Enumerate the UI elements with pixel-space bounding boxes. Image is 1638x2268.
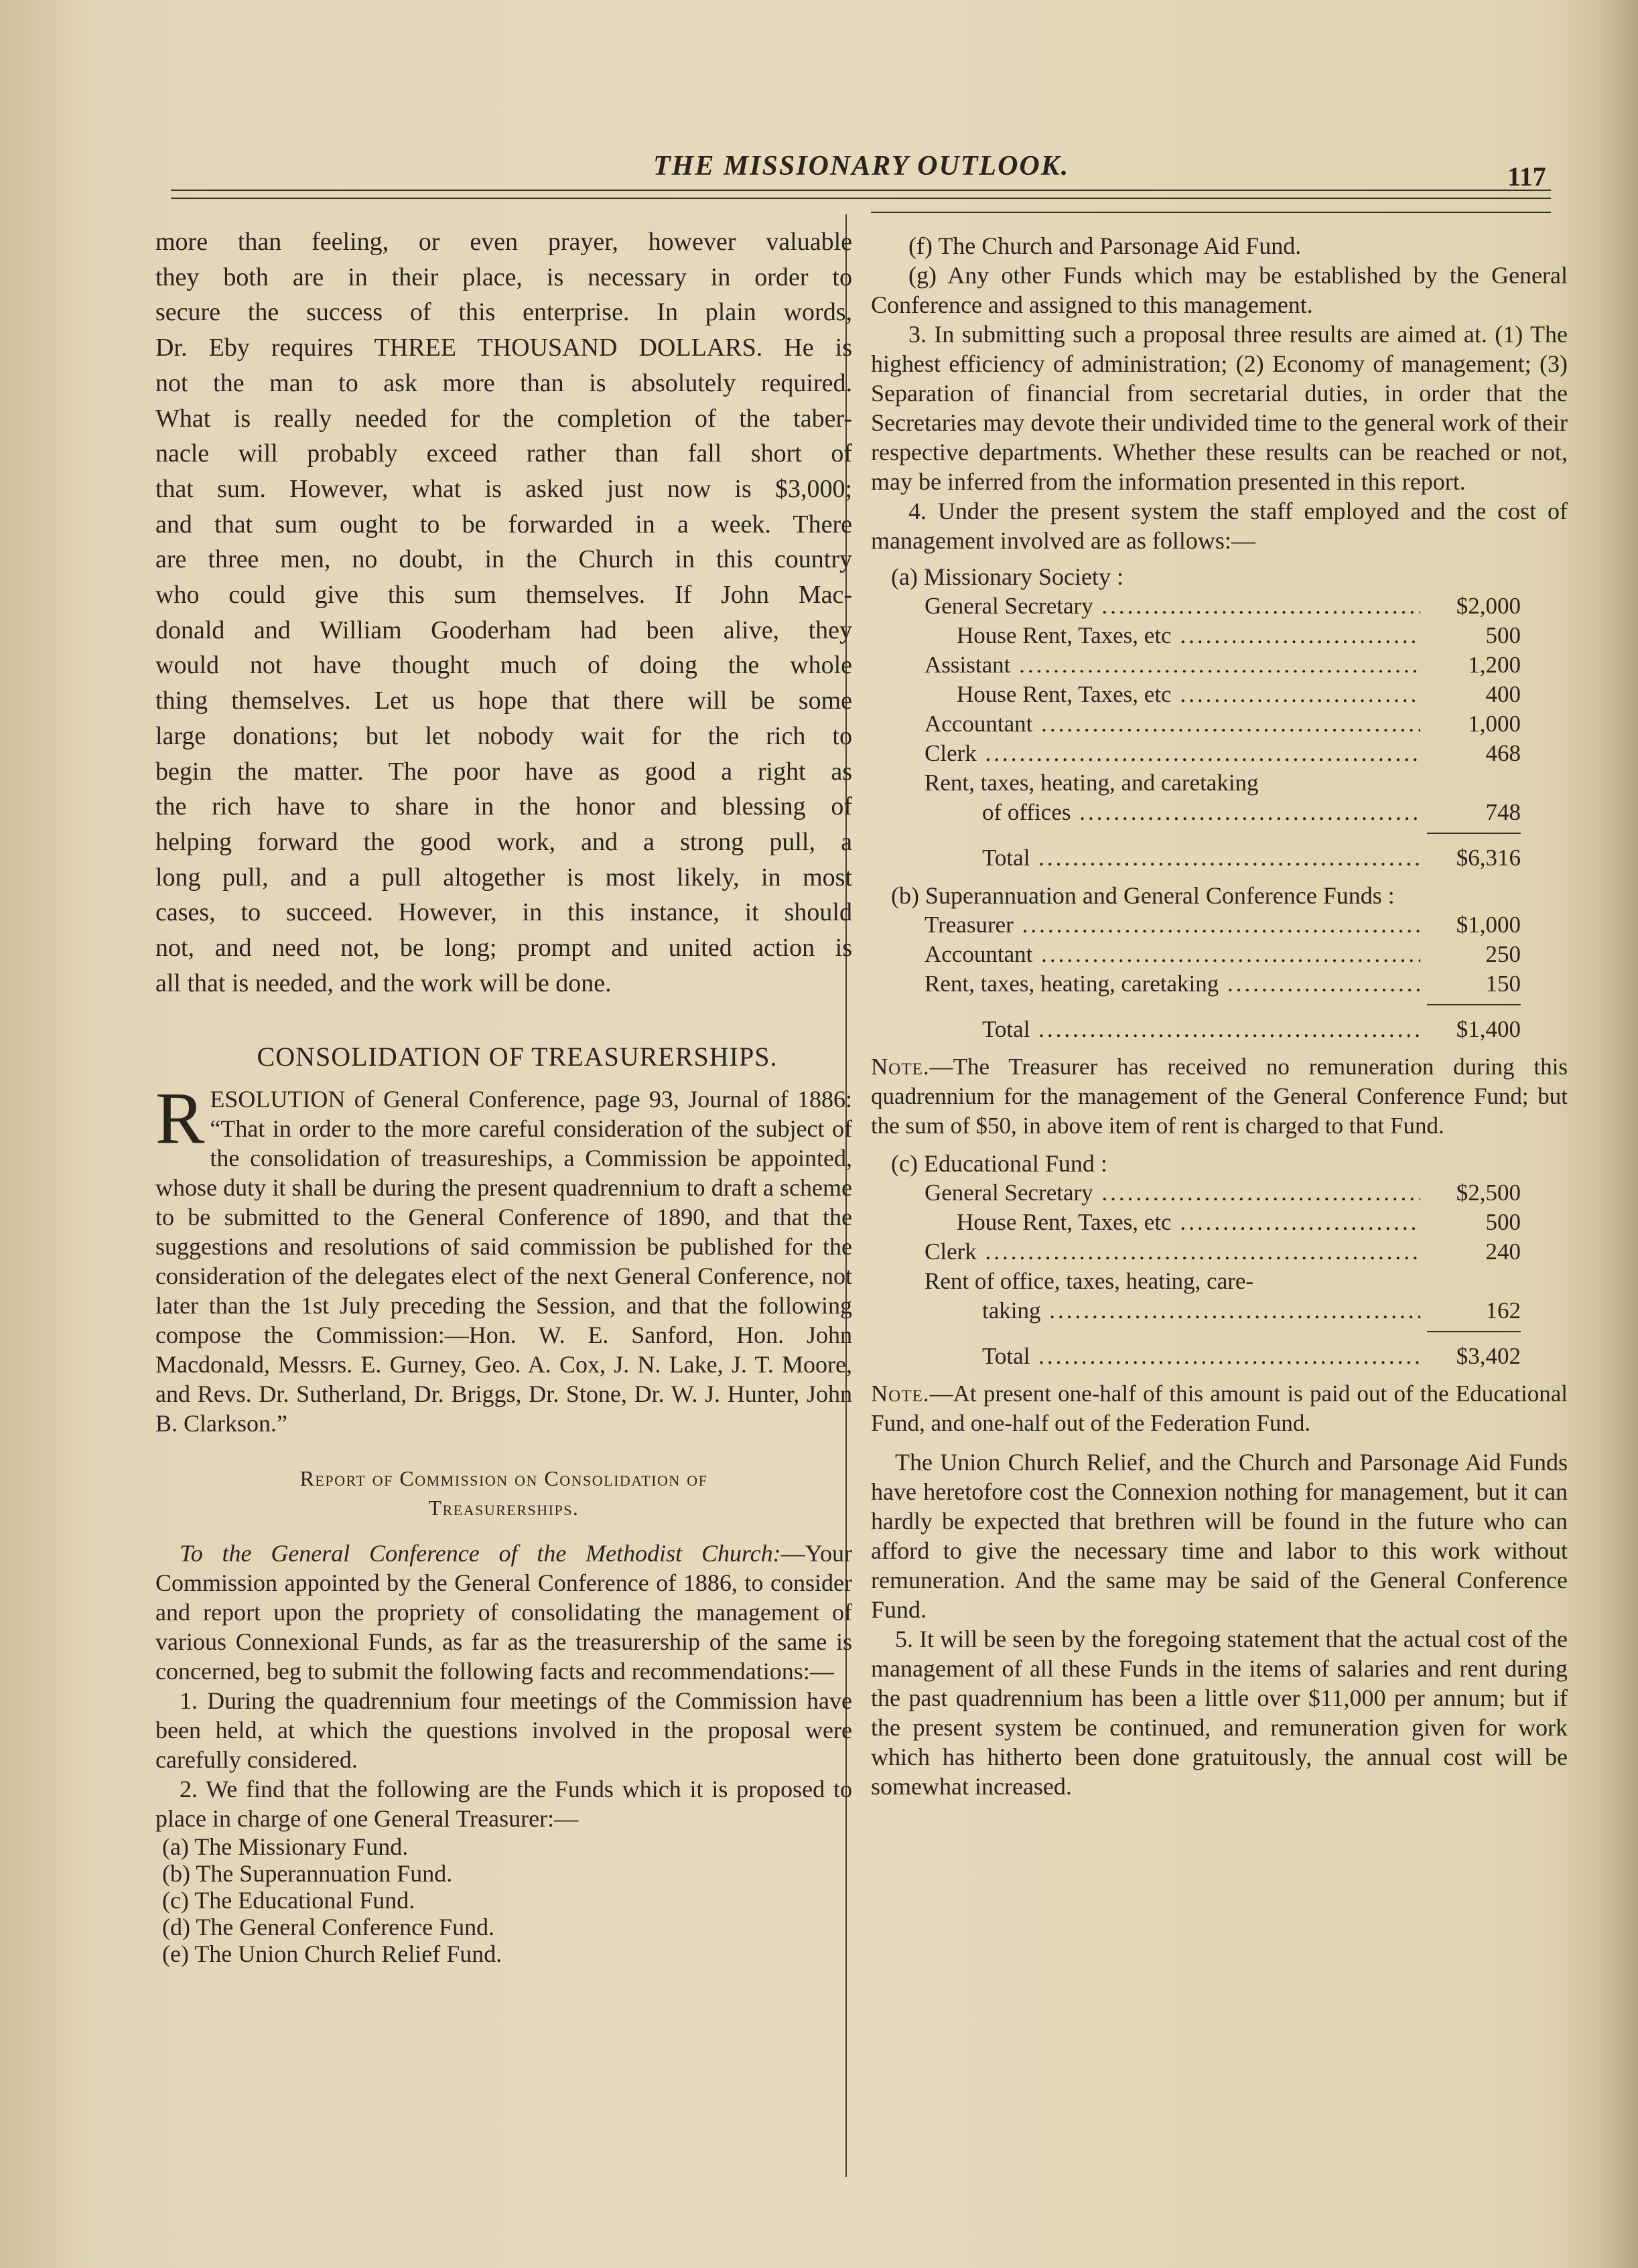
text-line: What is really needed for the completion of the taber- xyxy=(155,404,852,433)
table-row: General Secretary ..... $2,000 xyxy=(925,591,1521,621)
total-rule xyxy=(1427,1331,1521,1332)
table-row: Rent, taxes, heating, caretaking ..... 150 xyxy=(925,969,1521,999)
page-edge-shadow xyxy=(1598,0,1638,2268)
running-title: THE MISSIONARY OUTLOOK. xyxy=(653,151,1070,182)
text-line: are three men, no doubt, in the Church in this country xyxy=(155,545,852,574)
note-text: —At present one-half of this amount is paid out of the Educational Fund, and one-half out of the Federation Fund. xyxy=(871,1380,1568,1436)
text-line: not the man to ask more than is absolutely required. xyxy=(155,368,852,397)
address-salutation: To the General Conference of the Methodist Church: xyxy=(180,1540,781,1567)
text-line: who could give this sum themselves. If John Mac- xyxy=(155,581,852,610)
resolution-paragraph xyxy=(155,1077,852,1438)
table-row: Clerk ..... 468 xyxy=(925,739,1521,768)
text-line: thing themselves. Let us hope that there will be some xyxy=(155,687,852,715)
funds-list xyxy=(155,1833,852,1967)
page-number: 117 xyxy=(1507,161,1546,192)
list-item: (d) The General Conference Fund. xyxy=(162,1914,495,1941)
table-row: Clerk ..... 240 xyxy=(925,1237,1521,1267)
note-text: —The Treasurer has received no remuneration during this quadrennium for the management of the General Conference Fund; but the sum of $50, in above item of rent is charged to that Fund. xyxy=(871,1054,1568,1139)
list-item: (e) The Union Church Relief Fund. xyxy=(162,1940,502,1968)
table-row: taking ..... 162 xyxy=(925,1296,1521,1326)
item-5: 5. It will be seen by the foregoing statement that the actual cost of the management of all these Funds in the items of salaries and rent during the past quadrennium has been a little over $11,000 per annum; but if the present system be continued, and remuneration given for work which has hitherto been done gratuitously, the annual cost will be somewhat increased. xyxy=(871,1626,1568,1800)
text-line: all that is needed, and the work will be done. xyxy=(155,969,612,997)
text-line: the rich have to share in the honor and blessing of xyxy=(155,792,852,821)
report-heading-line1: Report of Commission on Consolidation of xyxy=(299,1466,708,1491)
report-address xyxy=(155,1539,852,1686)
item-2: 2. We find that the following are the Funds which it is proposed to place in charge of one General Treasurer:— xyxy=(155,1776,852,1833)
table-row: House Rent, Taxes, etc ..... 500 xyxy=(925,1208,1521,1237)
text-line: Dr. Eby requires THREE THOUSAND DOLLARS. He is xyxy=(155,334,852,362)
list-item: (a) The Missionary Fund. xyxy=(162,1833,409,1861)
table-row: Rent of office, taxes, heating, care- xyxy=(925,1268,1254,1294)
missionary-ledger xyxy=(925,591,1521,873)
text-line: and that sum ought to be forwarded in a week. There xyxy=(155,510,852,539)
right-column xyxy=(871,231,1568,1801)
note-lead: Note. xyxy=(871,1054,930,1080)
text-line: helping forward the good work, and a strong pull, a xyxy=(155,827,852,856)
text-line: that sum. However, what is asked just now is $3,000; xyxy=(155,474,852,503)
fund-f: (f) The Church and Parsonage Aid Fund. xyxy=(908,232,1302,259)
text-line: long pull, and a pull altogether is most likely, in most xyxy=(155,863,852,892)
item-4: 4. Under the present system the staff employed and the cost of management involved are as follows:— xyxy=(871,498,1568,554)
table-row: Accountant ..... 250 xyxy=(925,940,1521,969)
total-row: Total ..... $6,316 xyxy=(925,843,1521,873)
note-lead: Note. xyxy=(871,1380,930,1407)
text-line: large donations; but let nobody wait for the rich to xyxy=(155,721,852,750)
educational-heading: (c) Educational Fund : xyxy=(891,1150,1107,1177)
text-line: donald and William Gooderham had been alive, they xyxy=(155,616,852,644)
text-line: nacle will probably exceed rather than fall short of xyxy=(155,439,852,468)
text-line: not, and need not, be long; prompt and united action is xyxy=(155,934,852,963)
missionary-heading: (a) Missionary Society : xyxy=(891,563,1123,590)
superannuation-heading: (b) Superannuation and General Conference Funds : xyxy=(891,882,1395,909)
educational-ledger xyxy=(925,1178,1521,1371)
note-1 xyxy=(871,1052,1568,1141)
total-rule xyxy=(1427,1004,1521,1005)
total-rule xyxy=(1427,833,1521,834)
total-row: Total ..... $1,400 xyxy=(925,1015,1521,1044)
note-2 xyxy=(871,1379,1568,1438)
text-line: cases, to succeed. However, in this instance, it should xyxy=(155,898,852,927)
header-rule-bottom xyxy=(171,198,1551,199)
address-text: —Your Commission appointed by the General Conference of 1886, to consider and report upon the propriety of consolidating the management of various Connexional Funds, as far as the treasurership of the same is concerned, beg to submit the following facts and recommendations:— xyxy=(155,1540,852,1685)
header-rule-top xyxy=(171,190,1551,191)
total-row: Total ..... $3,402 xyxy=(925,1342,1521,1371)
table-row: Accountant ..... 1,000 xyxy=(925,709,1521,739)
table-row: House Rent, Taxes, etc ..... 500 xyxy=(925,621,1521,650)
drop-cap: R xyxy=(155,1077,205,1159)
text-line: begin the matter. The poor have as good a right as xyxy=(155,757,852,786)
text-line: more than feeling, or even prayer, however valuable xyxy=(155,228,852,256)
table-row: Assistant ..... 1,200 xyxy=(925,650,1521,680)
table-row: House Rent, Taxes, etc ..... 400 xyxy=(925,680,1521,709)
union-paragraph: The Union Church Relief, and the Church and Parsonage Aid Funds have heretofore cost the Connexion nothing for management, but it can hardly be expected that brethren will be found in the future who can afford to give the necessary time and labor to this work without remuneration. And the same may be said of the General Conference Fund. xyxy=(871,1449,1568,1623)
report-heading-line2: Treasurerships. xyxy=(428,1496,579,1520)
table-row: Treasurer ..... $1,000 xyxy=(925,910,1521,940)
page-header xyxy=(171,146,1551,193)
text-line: secure the success of this enterprise. In plain words, xyxy=(155,298,852,327)
item-3: 3. In submitting such a proposal three results are aimed at. (1) The highest efficiency of administration; (2) Economy of management; (3) Separation of financial from secretarial duties, in order that the Secretaries may devote their undivided time to the general work of their respective departments. Whether these results can be reached or not, may be inferred from the information presented in this report. xyxy=(871,321,1568,495)
header-rule-right xyxy=(871,212,1551,213)
table-row: of offices ..... 748 xyxy=(925,798,1521,827)
opening-paragraph xyxy=(155,224,852,1001)
left-column xyxy=(155,224,852,1967)
superannuation-ledger xyxy=(925,910,1521,1044)
section-heading: CONSOLIDATION OF TREASURERSHIPS. xyxy=(257,1042,778,1072)
text-line: would not have thought much of doing the whole xyxy=(155,651,852,680)
table-row: General Secretary ..... $2,500 xyxy=(925,1178,1521,1208)
list-item: (b) The Superannuation Fund. xyxy=(162,1860,453,1888)
item-1: 1. During the quadrennium four meetings of the Commission have been held, at which the questions involved in the proposal were carefully considered. xyxy=(155,1687,852,1774)
text-line: they both are in their place, is necessary in order to xyxy=(155,263,852,291)
table-row: Rent, taxes, heating, and caretaking xyxy=(925,770,1259,796)
list-item: (c) The Educational Fund. xyxy=(162,1887,415,1914)
fund-g: (g) Any other Funds which may be established by the General Conference and assigned to this management. xyxy=(871,262,1568,318)
resolution-text: ESOLUTION of General Conference, page 93, Journal of 1886: “That in order to the more careful consideration of the subject of the consolidation of treasureships, a Commission be appointed, whose duty it shall be during the present quadrennium to draft a scheme to be submitted to the General Conference of 1890, and that the suggestions and resolutions of said commission be published for the consideration of the delegates elect of the next General Conference, not later than the 1st July preceding the Session, and that the following compose the Commission:—Hon. W. E. Sanford, Hon. John Macdonald, Messrs. E. Gurney, Geo. A. Cox, J. N. Lake, J. T. Moore, and Revs. Dr. Sutherland, Dr. Briggs, Dr. Stone, Dr. W. J. Hunter, John B. Clarkson.” xyxy=(155,1086,852,1437)
